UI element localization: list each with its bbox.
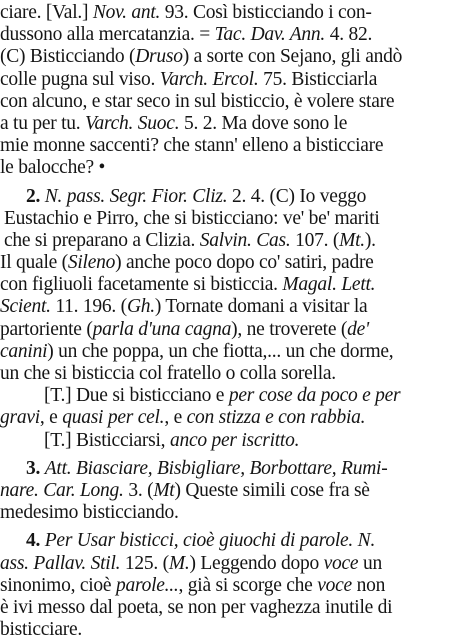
text-line [0,502,471,524]
italic-text: Mt. [339,229,365,251]
text-line [0,458,471,480]
text-span: 4. 82. [325,24,373,46]
text-span: 5. 2. Ma dove sono le [179,112,348,134]
text-span: 3. [26,457,45,479]
text-line [0,157,471,179]
text-line [0,274,471,296]
italic-text: Gh. [126,296,155,318]
text-line [0,430,471,452]
text-span: 2. [26,185,45,207]
text-line [0,230,471,252]
text-line [0,113,471,135]
text-span: 2. 4. (C) Io veggo [227,185,367,207]
text-span: medesimo bisticciando. [0,502,179,524]
text-line [0,135,471,157]
text-span: 4. [26,530,45,552]
text-span: ), ne troverete ( [231,318,348,340]
dictionary-entry-text [0,2,471,641]
text-line [0,208,471,230]
text-span: , e [39,407,63,429]
italic-text: Scient. [0,296,51,318]
text-span: , già si scorge che [178,574,318,596]
text-span: con figliuoli facetamente si bisticcia. [0,274,283,296]
text-span: ) un che poppa, un che fiotta,... un che dorme, [47,340,394,362]
italic-text: canini [0,340,48,362]
italic-text: Tac. Dav. Ann. [214,24,326,46]
text-span: ) anche poco dopo co' satiri, padre [115,252,374,274]
text-span: Il quale ( [0,252,68,274]
text-span: un che si bisticcia col fratello o colla sorella. [0,363,336,384]
text-line [0,2,471,24]
italic-text: Nov. ant. [92,2,161,23]
text-line [0,530,471,552]
italic-text: Varch. Suoc. [85,112,180,134]
text-span: 11. 196. ( [50,296,127,318]
italic-text: Varch. Ercol. [159,68,259,90]
text-line [0,341,471,363]
text-span: ). [364,229,376,251]
text-span: 3. ( [123,479,154,501]
italic-text: nare. Car. Long. [0,479,124,501]
text-span: (C) Bisticciando ( [0,46,136,68]
italic-text: N. pass. Segr. Fior. Cliz. [44,185,228,207]
text-line [0,385,471,407]
text-line [0,363,471,385]
text-line [0,252,471,274]
text-span: non [351,574,386,596]
text-line [0,46,471,68]
text-span: [T.] Bisticciarsi, [44,429,170,451]
text-span: che si preparano a Clizia. [4,229,200,251]
italic-text: parla d'una cagna [92,318,232,340]
text-span: con alcuno, e star seco in sul bisticcio, è volere stare [0,90,395,112]
text-span: 93. Così bisticciando i con- [160,2,372,23]
italic-text: con stizza e con rabbia. [186,407,366,429]
text-span: è ivi messo dal poeta, se non per vaghezza inutile di [0,596,393,618]
text-line [0,296,471,318]
italic-text: Mt [153,479,175,501]
italic-text: Sileno [67,252,116,274]
text-span: 107. ( [290,229,340,251]
text-span: partoriente ( [0,318,93,340]
italic-text: Salvin. Cas. [199,229,291,251]
text-span: ) a sorte con Sejano, gli andò [182,46,403,68]
text-span: 75. Bisticciarla [258,68,378,90]
text-line [0,319,471,341]
text-span: sinonimo, cioè [0,574,116,596]
text-line [0,619,471,641]
italic-text: ass. Pallav. Stil. [0,552,121,574]
text-span: Eustachio e Pirro, che si bisticciano: ve' be' mariti [4,207,380,229]
text-span: 125. ( [120,552,169,574]
text-span: un [358,552,382,574]
text-span: ciare. [Val.] [0,2,93,23]
text-span: ) Leggendo dopo [189,552,324,574]
text-line [0,575,471,597]
italic-text: Druso [135,46,183,68]
italic-text: anco per iscritto. [169,429,300,451]
italic-text: Magal. Lett. [282,274,376,296]
italic-text: Att. Biasciare, Bisbigliare, Borbottare, Rumi- [44,457,388,479]
text-span: mie monne saccenti? che stann' elleno a bisticciare [0,135,384,157]
text-line [0,407,471,429]
text-line [0,69,471,91]
italic-text: quasi per cel. [62,407,165,429]
text-span: ) Tornate domani a visitar la [154,296,368,318]
text-line [0,24,471,46]
text-line [0,91,471,113]
text-line [0,480,471,502]
italic-text: Per Usar bisticci, cioè giuochi di parole. N. [44,530,376,552]
text-span: colle pugna sul viso. [0,68,160,90]
italic-text: voce [323,552,359,574]
italic-text: parole... [115,574,179,596]
italic-text: per cose da poco e per [228,385,401,407]
italic-text: voce [317,574,352,596]
text-line [0,553,471,575]
text-span: [T.] Due si bisticciano e [44,385,229,407]
italic-text: de' [347,318,369,340]
italic-text: gravi [0,407,40,429]
text-span: , e [164,407,187,429]
text-line [0,597,471,619]
text-span: dussono alla mercatanzia. = [0,24,215,46]
italic-text: M. [168,552,190,574]
text-span: bisticciare. [0,619,82,641]
text-span: a tu per tu. [0,112,86,134]
text-line [0,186,471,208]
text-span: le balocche? • [0,157,106,179]
text-span: ) Queste simili cose fra sè [174,479,370,501]
